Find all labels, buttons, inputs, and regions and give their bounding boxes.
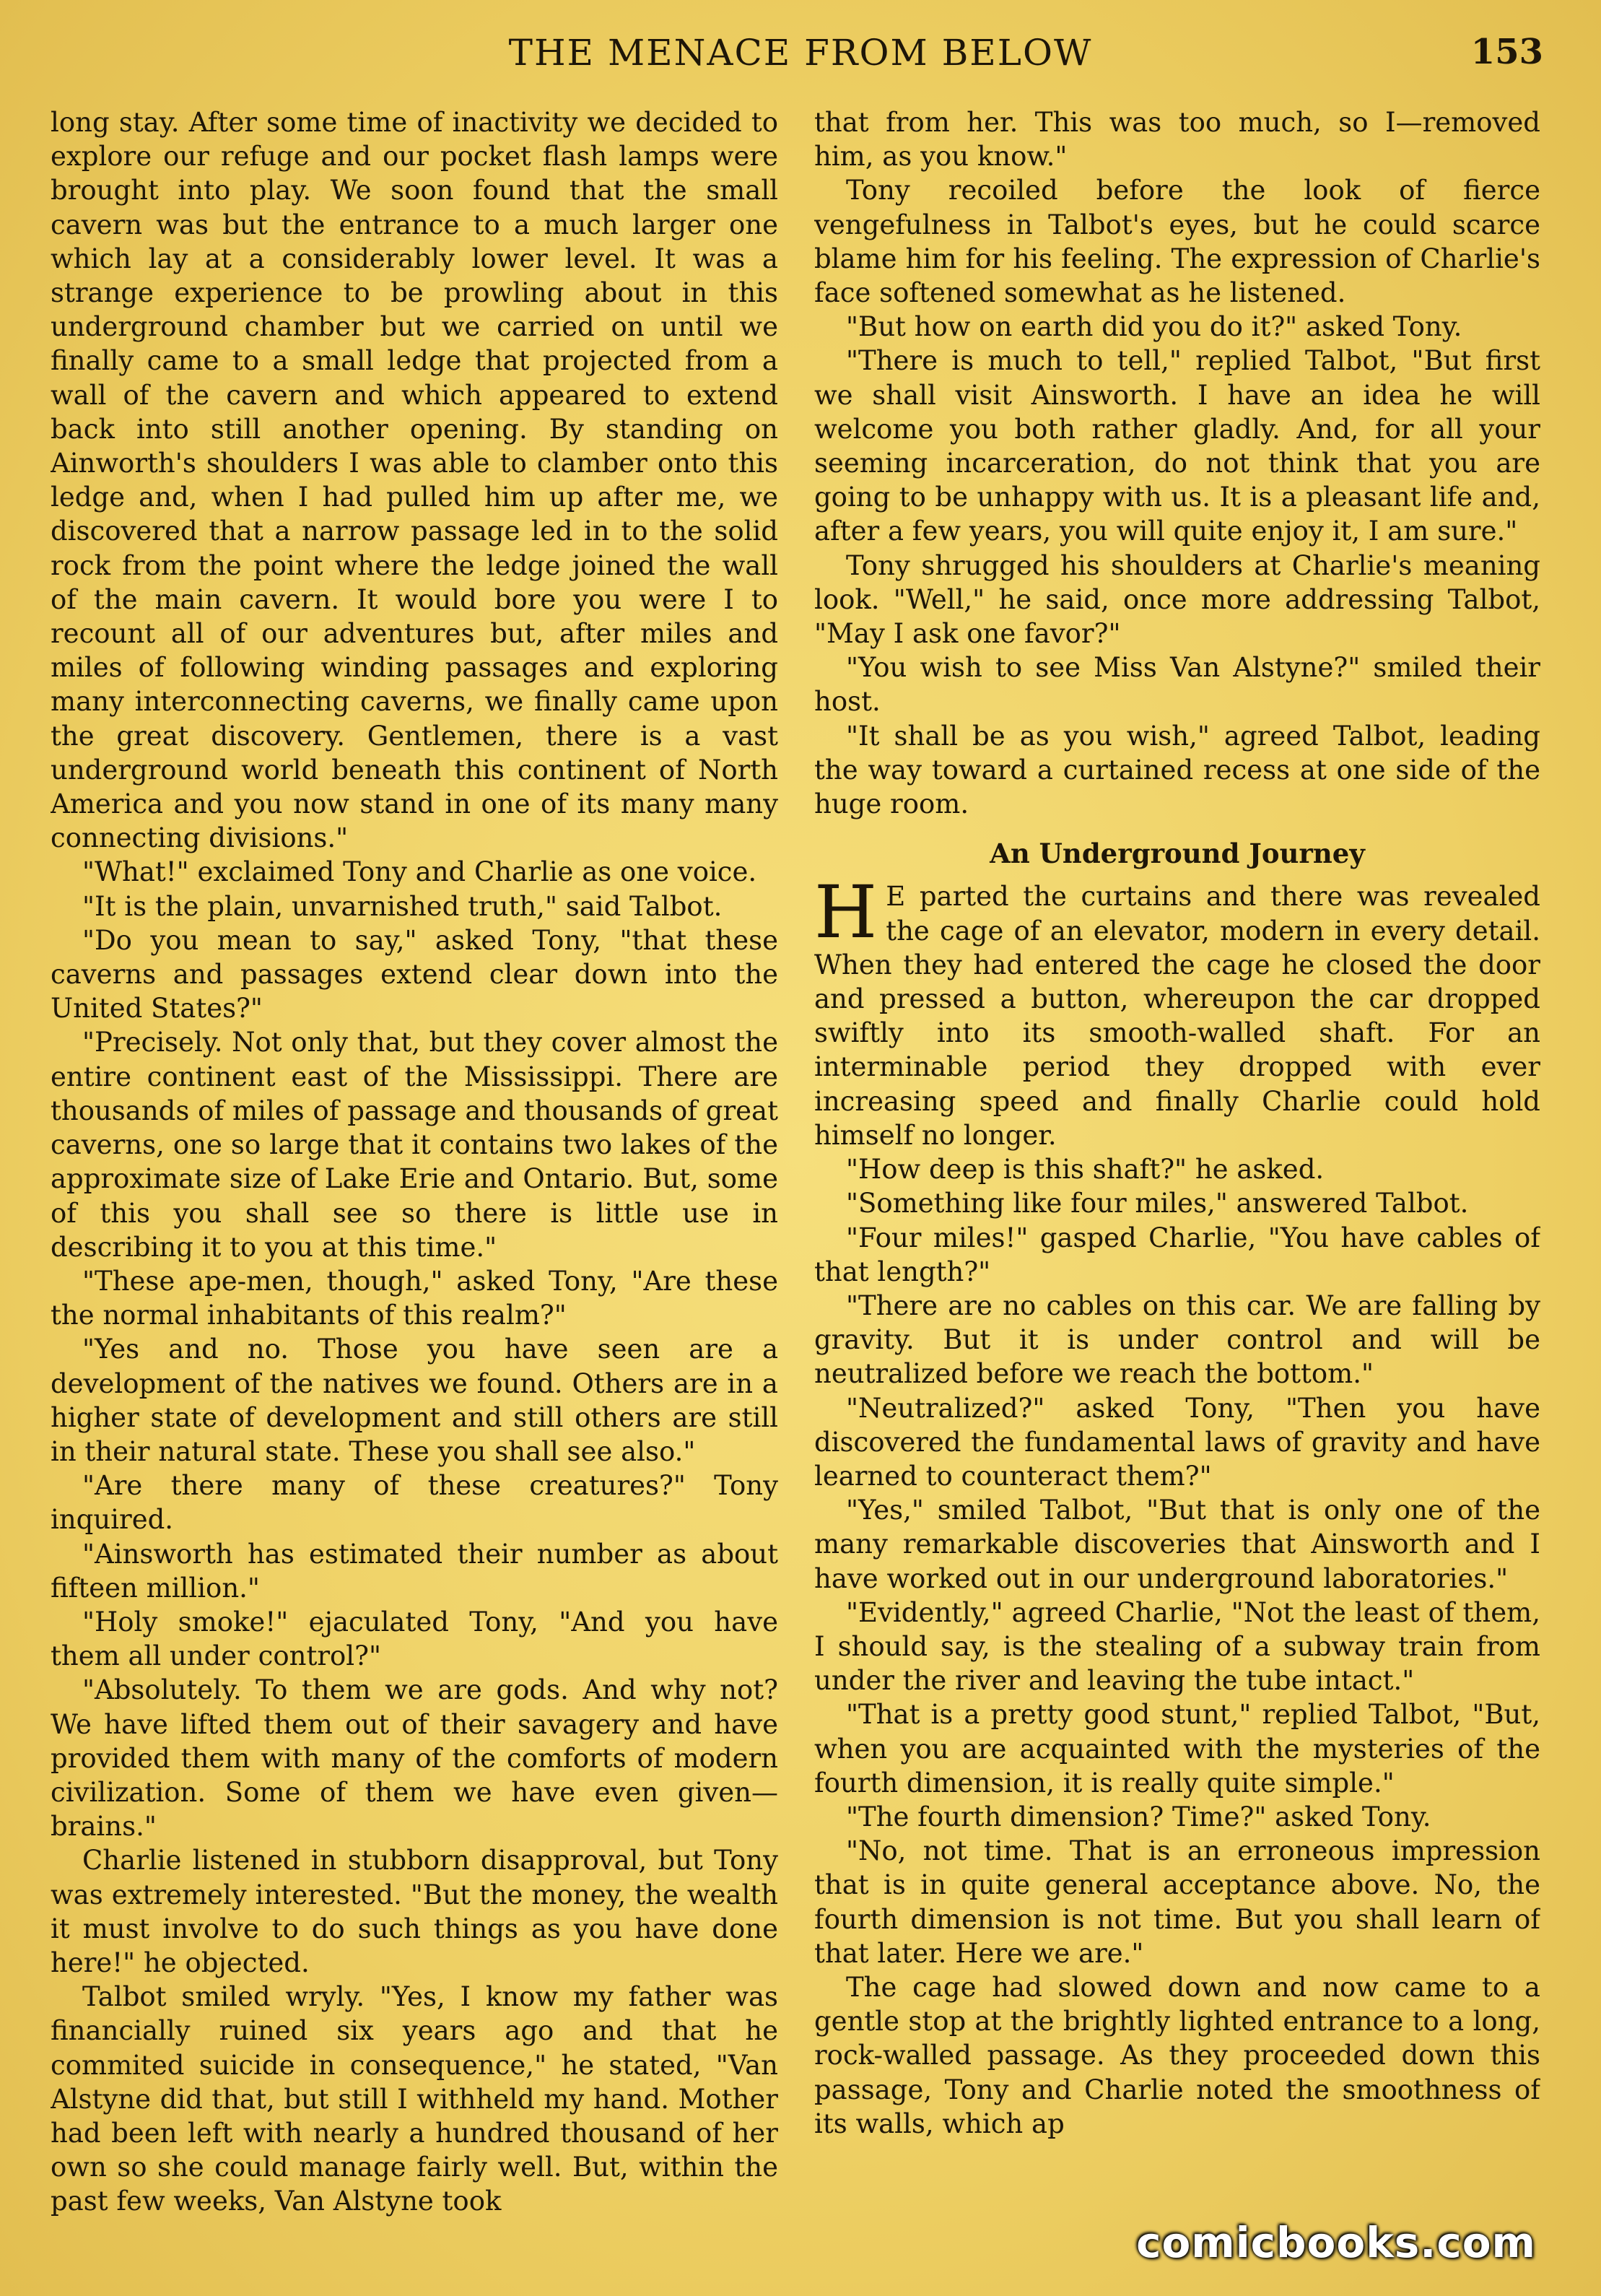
paragraph: "It shall be as you wish," agreed Talbot, leading the way toward a curtained recess at one side of the huge room. bbox=[814, 720, 1540, 820]
paragraph: Tony recoiled before the look of fierce vengefulness in Talbot's eyes, but he could scarce blame him for his feeling. The expression of Charlie's face softened somewhat as he listened. bbox=[814, 175, 1540, 309]
paragraph: "Neutralized?" asked Tony, "Then you have discovered the fundamental laws of gravity and have learned to counteract them?" bbox=[814, 1392, 1540, 1492]
running-title: THE MENACE FROM BELOW bbox=[508, 32, 1093, 74]
paragraph: Talbot smiled wryly. "Yes, I know my father was financially ruined six years ago and that he commited suicide in consequence," he stated, "Van Alstyne did that, but still I withheld my hand. Mother had been left with nearly a hundred thousand of her own so she could manage fairly well. But, within the past few weeks, Van Alstyne took bbox=[51, 1981, 778, 2217]
watermark: comicbooks.com bbox=[1136, 2218, 1536, 2267]
paragraph: "Absolutely. To them we are gods. And why not? We have lifted them out of their savagery and have provided them with many of the comforts of modern civilization. Some of them we have even given—brains." bbox=[51, 1674, 778, 1843]
page-number: 153 bbox=[1470, 32, 1543, 72]
paragraph: "Evidently," agreed Charlie, "Not the least of them, I should say, is the stealing of a subway train from under the river and leaving the tube intact." bbox=[814, 1596, 1540, 1697]
paragraph: The cage had slowed down and now came to a gentle stop at the brightly lighted entrance to a long, rock-walled passage. As they proceeded down this passage, Tony and Charlie noted the smoothness of its walls, which ap bbox=[814, 1971, 1540, 2139]
paragraph: "What!" exclaimed Tony and Charlie as one voice. bbox=[82, 856, 757, 888]
dropcap-paragraph bbox=[814, 870, 1540, 1152]
paragraph: Tony shrugged his shoulders at Charlie's meaning look. "Well," he said, once more addressing Talbot, "May I ask one favor?" bbox=[814, 549, 1540, 650]
paragraph: "Are there many of these creatures?" Tony inquired. bbox=[51, 1470, 778, 1536]
paragraph: Charlie listened in stubborn disapproval, but Tony was extremely interested. "But the money, the wealth it must involve to do such things as you have done here!" he objected. bbox=[51, 1845, 778, 1978]
paragraph: "No, not time. That is an erroneous impression that is in quite general acceptance above. No, the fourth dimension is not time. But you shall learn of that later. Here we are." bbox=[814, 1835, 1540, 1969]
paragraph: "Something like four miles," answered Talbot. bbox=[846, 1188, 1469, 1219]
dropcap-paragraph-text: E parted the curtains and there was revealed the cage of an elevator, modern in every detail. When they had entered the cage he closed the door and pressed a button, whereupon the car dropped swiftly into its smooth-walled shaft. For an interminable period they dropped with ever increasing speed and finally Charlie could hold himself no longer. bbox=[814, 881, 1540, 1151]
paragraph: "These ape-men, though," asked Tony, "Are these the normal inhabitants of this realm?" bbox=[51, 1265, 778, 1331]
paragraph: "Yes," smiled Talbot, "But that is only one of the many remarkable discoveries that Ainsworth and I have worked out in our underground laboratories." bbox=[814, 1495, 1540, 1594]
paragraph: "Precisely. Not only that, but they cover almost the entire continent east of the Mississippi. There are thousands of miles of passage and thousands of great caverns, one so large that it contains two lakes of the approximate size of Lake Erie and Ontario. But, some of this you shall see so there is little use in describing it to you at this time." bbox=[51, 1027, 778, 1263]
dropcap-letter: H bbox=[814, 870, 878, 955]
paragraph: that from her. This was too much, so I—removed him, as you know." bbox=[814, 107, 1540, 173]
paragraph: "It is the plain, unvarnished truth," said Talbot. bbox=[82, 890, 723, 922]
paragraph: "How deep is this shaft?" he asked. bbox=[846, 1154, 1325, 1186]
paragraph: "Four miles!" gasped Charlie, "You have cables of that length?" bbox=[814, 1222, 1540, 1287]
left-column bbox=[51, 105, 778, 2257]
paragraph: "There are no cables on this car. We are falling by gravity. But it is under control and will be neutralized before we reach the bottom." bbox=[814, 1290, 1540, 1390]
paragraph: "Ainsworth has estimated their number as about fifteen million." bbox=[51, 1538, 778, 1604]
right-column bbox=[814, 105, 1540, 2257]
paragraph: "But how on earth did you do it?" asked Tony. bbox=[846, 311, 1462, 343]
section-heading: An Underground Journey bbox=[990, 838, 1365, 870]
paragraph: "Yes and no. Those you have seen are a development of the natives we found. Others are in a higher state of development and still others are still in their natural state. These you shall see also." bbox=[51, 1334, 778, 1467]
paragraph: "You wish to see Miss Van Alstyne?" smiled their host. bbox=[814, 652, 1540, 718]
paragraph: "Holy smoke!" ejaculated Tony, "And you have them all under control?" bbox=[51, 1606, 778, 1672]
paragraph: "The fourth dimension? Time?" asked Tony. bbox=[846, 1801, 1431, 1832]
paragraph: long stay. After some time of inactivity we decided to explore our refuge and our pocket flash lamps were brought into play. We soon found that the small cavern was but the entrance to a much larger one which lay at a considerably lower level. It was a strange experience to be prowling about in this underground chamber but we carried on until we finally came to a small ledge that projected from a wall of the cavern and which appeared to extend back into still another opening. By standing on Ainworth's shoulders I was able to clamber onto this ledge and, when I had pulled him up after me, we discovered that a narrow passage led in to the solid rock from the point where the ledge joined the wall of the main cavern. It would bore you were I to recount all of our adventures but, after miles and miles of following winding passages and exploring many interconnecting caverns, we finally came upon the great discovery. Gentlemen, there is a vast underground world beneath this continent of North America and you now stand in one of its many many connecting divisions." bbox=[51, 107, 778, 854]
paragraph: "There is much to tell," replied Talbot, "But first we shall visit Ainsworth. I have an idea he will welcome you both rather gladly. And, for all your seeming incarceration, do not think that you are going to be unhappy with us. It is a pleasant life and, after a few years, you will quite enjoy it, I am sure." bbox=[814, 345, 1540, 547]
page-header bbox=[0, 27, 1601, 85]
paragraph: "Do you mean to say," asked Tony, "that these caverns and passages extend clear down into the United States?" bbox=[51, 924, 778, 1025]
paragraph: "That is a pretty good stunt," replied Talbot, "But, when you are acquainted with the mysteries of the fourth dimension, it is really quite simple." bbox=[814, 1699, 1540, 1799]
